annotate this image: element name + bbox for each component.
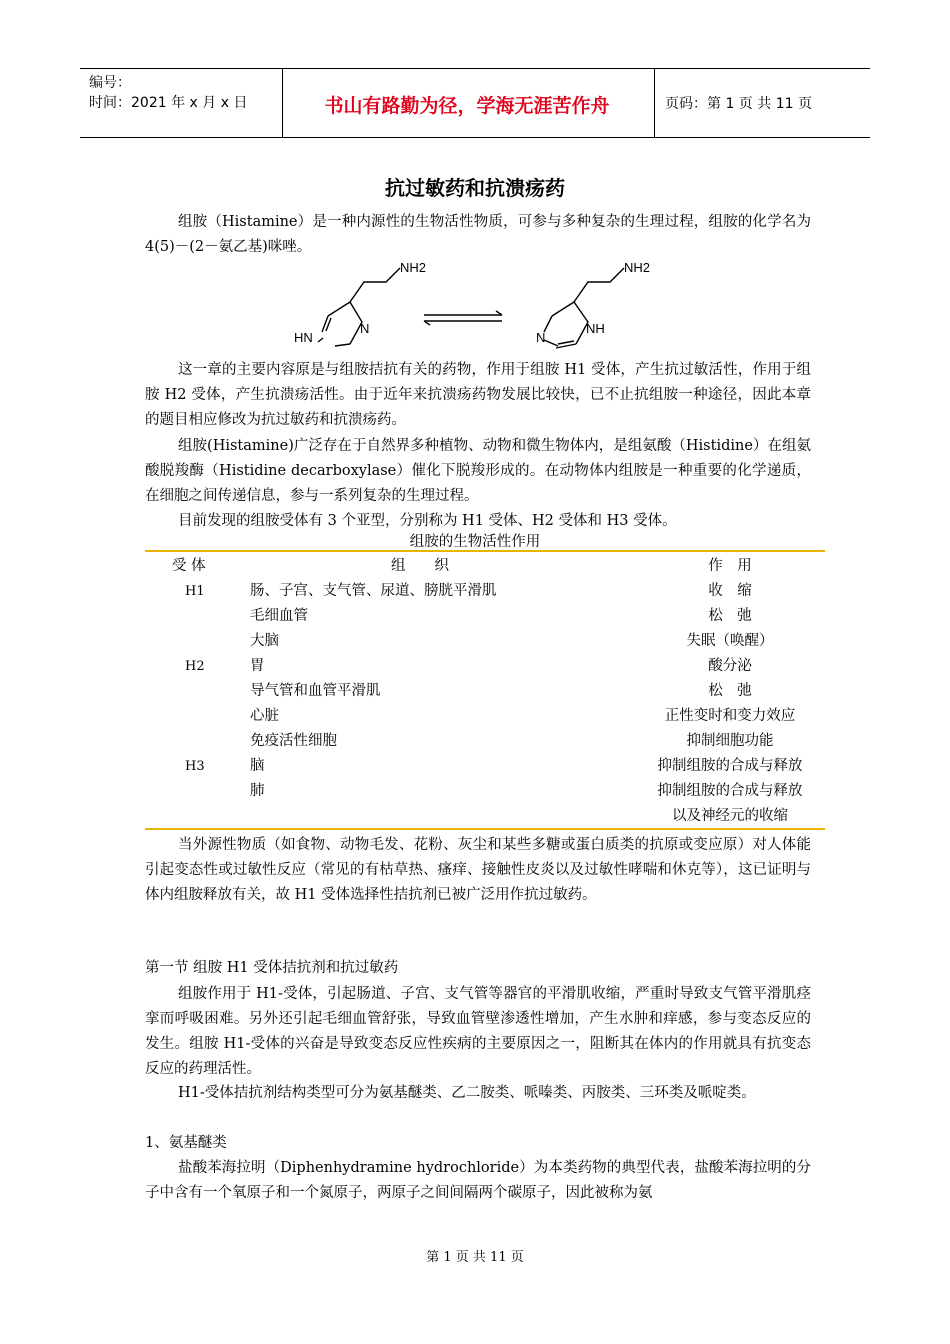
- header-motto: 书山有路勤为径，学海无涯苦作舟: [324, 95, 610, 117]
- right-n-label: N: [536, 330, 546, 345]
- serial-label: 编号：: [89, 75, 131, 91]
- left-nh2-label: NH2: [400, 260, 427, 275]
- document-title: 抗过敏药和抗溃疡药: [385, 176, 565, 200]
- table-cell-tissue: 脑: [250, 758, 265, 774]
- section-heading: 第一节 组胺 H1 受体拮抗剂和抗过敏药: [145, 960, 399, 976]
- histamine-tautomer-structures: [290, 258, 660, 358]
- table-cell-tissue: 导气管和血管平滑肌: [250, 683, 381, 699]
- table-cell-tissue: 毛细血管: [250, 608, 308, 624]
- subsection-heading: 1、氨基醚类: [145, 1135, 227, 1151]
- table-header-receptor: 受 体: [172, 558, 206, 574]
- table-cell-effect: 以及神经元的收缩: [672, 808, 788, 824]
- table-cell-tissue: 肠、子宫、支气管、尿道、膀胱平滑肌: [250, 583, 497, 599]
- paragraph-3: 目前发现的组胺受体有 3 个亚型，分别称为 H1 受体、H2 受体和 H3 受体。: [178, 513, 677, 529]
- table-cell-receptor: H3: [185, 759, 205, 774]
- header-page-info: 页码：第 1 页 共 11 页: [665, 96, 812, 112]
- table-cell-tissue: 胃: [250, 658, 265, 674]
- header-meta: [89, 73, 247, 113]
- table-cell-effect: 抑制组胺的合成与释放: [657, 783, 803, 799]
- paragraph-7: 盐酸苯海拉明（Diphenhydramine hydrochloride）为本类药物的典型代表，盐酸苯海拉明的分子中含有一个氧原子和一个氮原子，两原子之间间隔两个碳原子，因此被称为氨: [145, 1160, 811, 1201]
- paragraph-5: 组胺作用于 H1-受体，引起肠道、子宫、支气管等器官的平滑肌收缩，严重时导致支气管平滑肌痉挛而呼吸困难。另外还引起毛细血管舒张，导致血管壁渗透性增加，产生水肿和痒感，参与变态反应的发生。组胺 H1-受体的兴奋是导致变态反应性疾病的主要原因之一，阻断其在体内的作用就具有抗变态反应的药理活性。: [145, 986, 811, 1077]
- table-cell-tissue: 大脑: [250, 633, 279, 649]
- intro-paragraph: 组胺（Histamine）是一种内源性的生物活性物质，可参与多种复杂的生理过程，组胺的化学名为 4(5)－(2－氨乙基)咪唑。: [145, 214, 811, 255]
- table-bottom-rule: [145, 828, 825, 830]
- page-footer: 第 1 页 共 11 页: [426, 1250, 524, 1265]
- right-nh-label: NH: [586, 321, 605, 336]
- date-label: 时间：2021 年 x 月 x 日: [89, 95, 248, 111]
- right-nh2-label: NH2: [624, 260, 651, 275]
- table-cell-receptor: H1: [185, 584, 205, 599]
- table-cell-tissue: 肺: [250, 783, 265, 799]
- right-structure: [544, 268, 624, 348]
- table-cell-effect: 酸分泌: [708, 658, 752, 674]
- table-cell-effect: 收 缩: [708, 583, 752, 599]
- paragraph-6: H1-受体拮抗剂结构类型可分为氨基醚类、乙二胺类、哌嗪类、丙胺类、三环类及哌啶类。: [178, 1085, 756, 1101]
- paragraph-1: 这一章的主要内容原是与组胺拮抗有关的药物，作用于组胺 H1 受体，产生抗过敏活性，作用于组胺 H2 受体，产生抗溃疡活性。由于近年来抗溃疡药物发展比较快，已不止抗组胺一种途径，因此本章的题目相应修改为抗过敏药和抗溃疡药。: [145, 362, 811, 428]
- equilibrium-arrow: [424, 311, 502, 325]
- left-structure: [318, 268, 400, 346]
- paragraph-4: 当外源性物质（如食物、动物毛发、花粉、灰尘和某些多糖或蛋白质类的抗原或变应原）对人体能引起变态性或过敏性反应（常见的有枯草热、瘙痒、接触性皮炎以及过敏性哮喘和休克等），这已证明与体内组胺释放有关，故 H1 受体选择性拮抗剂已被广泛用作抗过敏药。: [145, 837, 811, 903]
- table-cell-effect: 抑制组胺的合成与释放: [657, 758, 803, 774]
- table-cell-effect: 松 弛: [708, 608, 752, 624]
- table-header-tissue: 组 织: [391, 558, 449, 574]
- table-cell-effect: 正性变时和变力效应: [664, 708, 796, 724]
- table-top-rule: [145, 550, 825, 552]
- table-cell-effect: 松 弛: [708, 683, 752, 699]
- table-cell-tissue: 心脏: [250, 708, 279, 724]
- table-cell-effect: 失眠（唤醒）: [686, 633, 774, 649]
- table-caption: 组胺的生物活性作用: [409, 534, 541, 550]
- table-cell-receptor: H2: [185, 659, 205, 674]
- left-n-label: N: [360, 321, 370, 336]
- page-header: [80, 68, 870, 138]
- table-cell-effect: 抑制细胞功能: [686, 733, 774, 749]
- table-cell-tissue: 免疫活性细胞: [250, 733, 337, 749]
- paragraph-2: 组胺(Histamine)广泛存在于自然界多种植物、动物和微生物体内，是组氨酸（Histidine）在组氨酸脱羧酶（Histidine decarboxylase）催化下脱羧形成的。在动物体内组胺是一种重要的化学递质，在细胞之间传递信息，参与一系列复杂的生理过程。: [145, 438, 811, 504]
- table-header-effect: 作 用: [708, 558, 752, 574]
- header-divider: [654, 69, 655, 137]
- left-hn-label: HN: [294, 330, 313, 345]
